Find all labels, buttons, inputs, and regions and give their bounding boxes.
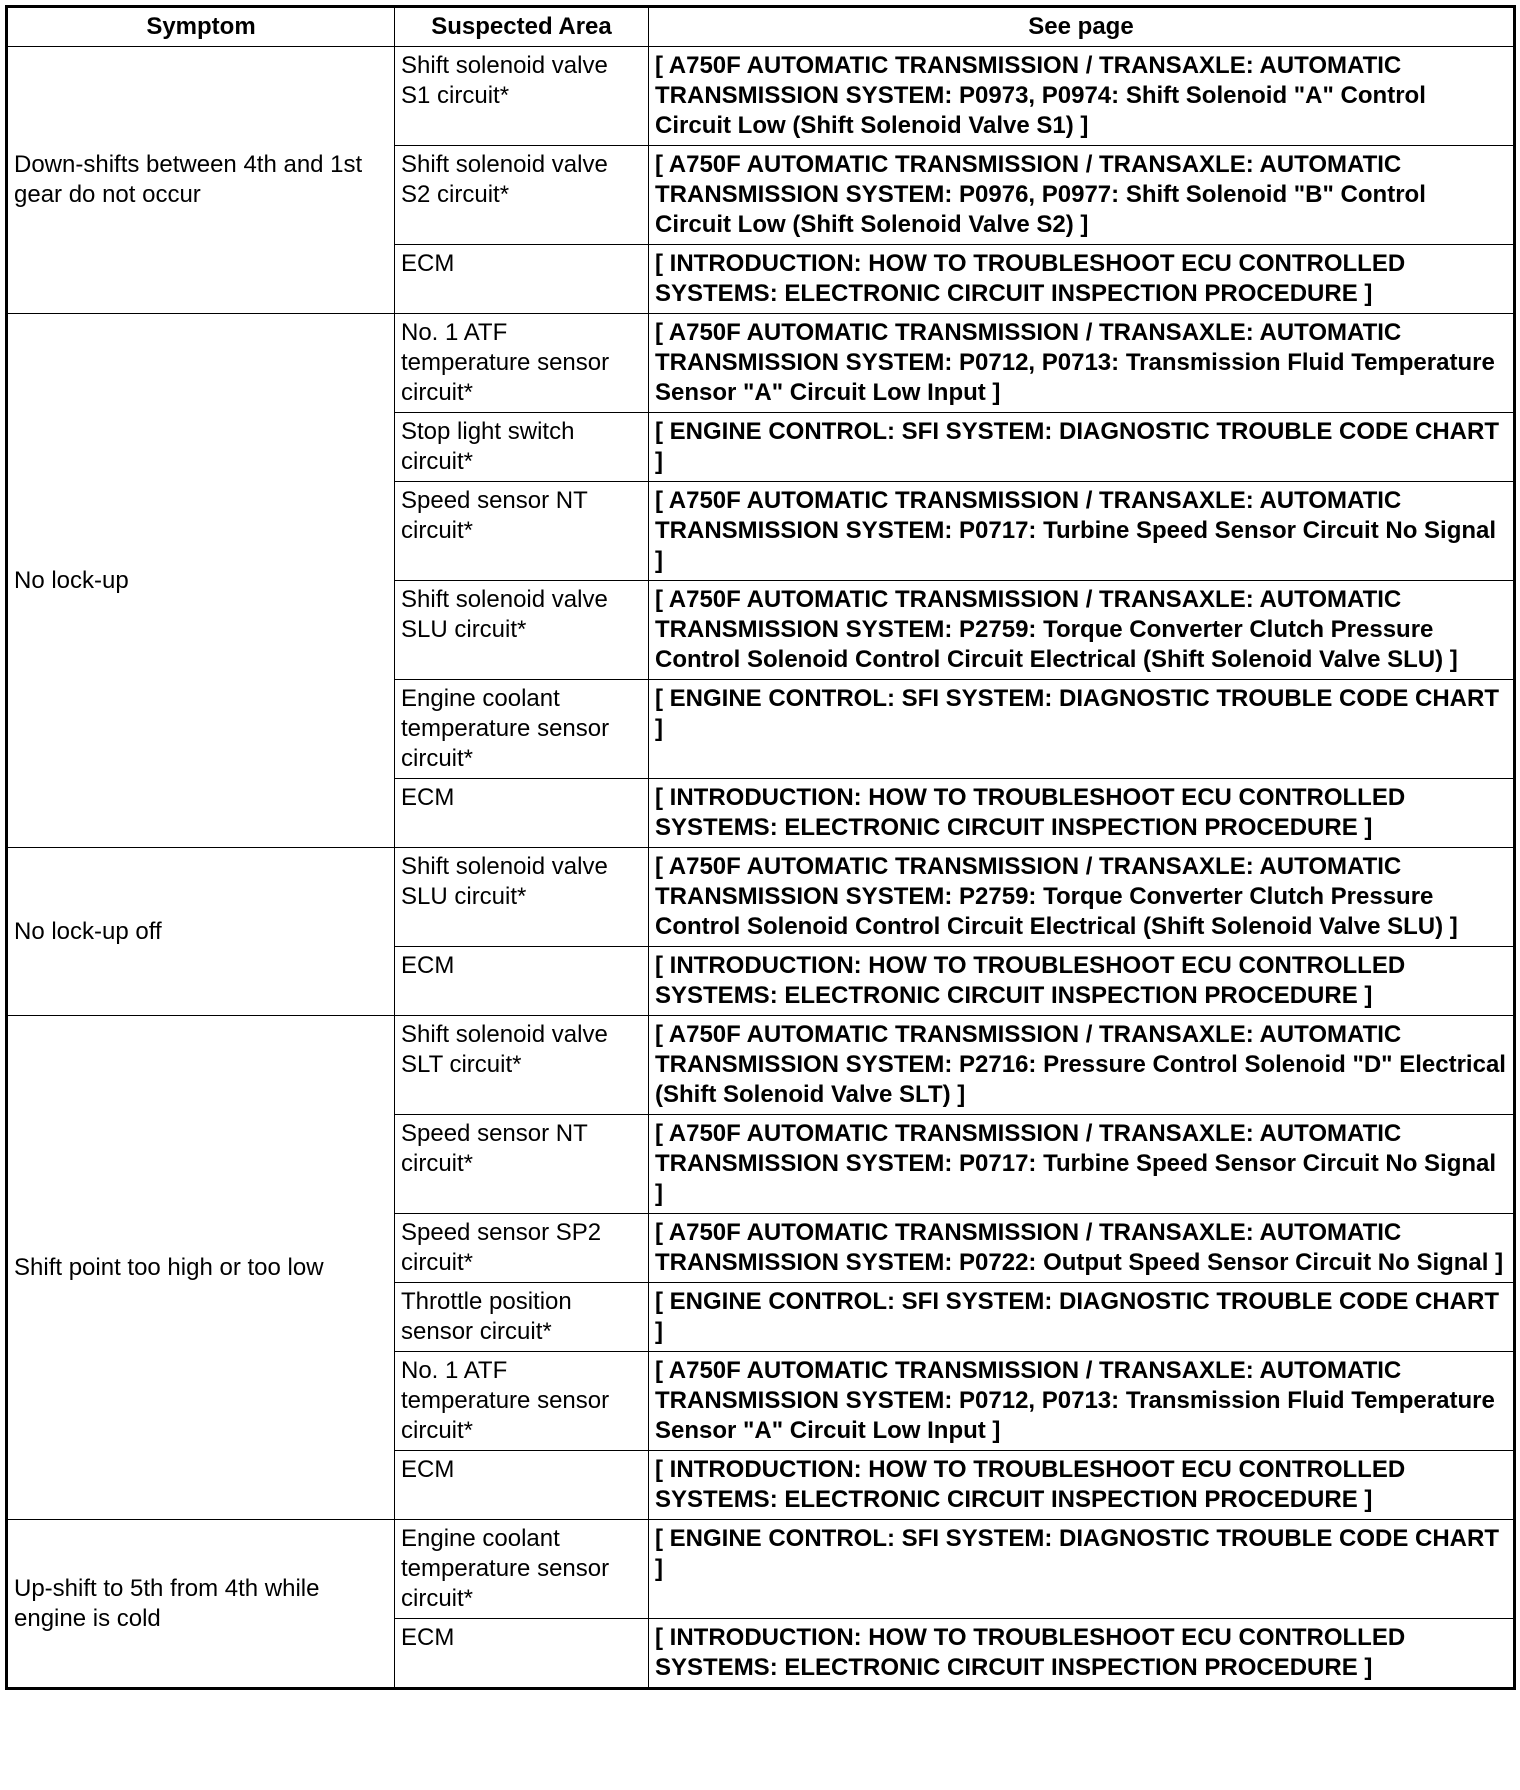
suspected-area-cell: ECM (395, 947, 649, 1016)
suspected-area-cell: No. 1 ATF temperature sensor circuit* (395, 1352, 649, 1451)
suspected-area-cell: Throttle position sensor circuit* (395, 1283, 649, 1352)
symptom-cell: No lock-up (7, 314, 395, 848)
suspected-area-cell: Speed sensor NT circuit* (395, 1115, 649, 1214)
table-row (7, 1016, 1515, 1115)
see-page-cell: [ A750F AUTOMATIC TRANSMISSION / TRANSAXLE: AUTOMATIC TRANSMISSION SYSTEM: P0717: Turbine Speed Sensor Circuit No Signal ] (649, 1115, 1515, 1214)
see-page-cell: [ INTRODUCTION: HOW TO TROUBLESHOOT ECU CONTROLLED SYSTEMS: ELECTRONIC CIRCUIT INSPECTION PROCEDURE ] (649, 947, 1515, 1016)
see-page-cell: [ INTRODUCTION: HOW TO TROUBLESHOOT ECU CONTROLLED SYSTEMS: ELECTRONIC CIRCUIT INSPECTION PROCEDURE ] (649, 779, 1515, 848)
see-page-cell: [ A750F AUTOMATIC TRANSMISSION / TRANSAXLE: AUTOMATIC TRANSMISSION SYSTEM: P2759: Torque Converter Clutch Pressure Control Solenoid Control Circuit Electrical (Shift Solenoid Valve SLU) ] (649, 581, 1515, 680)
suspected-area-cell: Speed sensor SP2 circuit* (395, 1214, 649, 1283)
suspected-area-cell: Shift solenoid valve S1 circuit* (395, 47, 649, 146)
symptom-cell: Shift point too high or too low (7, 1016, 395, 1520)
see-page-cell: [ INTRODUCTION: HOW TO TROUBLESHOOT ECU CONTROLLED SYSTEMS: ELECTRONIC CIRCUIT INSPECTION PROCEDURE ] (649, 1619, 1515, 1689)
table-row (7, 1520, 1515, 1619)
table-row (7, 848, 1515, 947)
suspected-area-cell: ECM (395, 779, 649, 848)
suspected-area-cell: No. 1 ATF temperature sensor circuit* (395, 314, 649, 413)
see-page-cell: [ ENGINE CONTROL: SFI SYSTEM: DIAGNOSTIC TROUBLE CODE CHART ] (649, 1283, 1515, 1352)
see-page-cell: [ A750F AUTOMATIC TRANSMISSION / TRANSAXLE: AUTOMATIC TRANSMISSION SYSTEM: P0717: Turbine Speed Sensor Circuit No Signal ] (649, 482, 1515, 581)
symptom-cell: Up-shift to 5th from 4th while engine is cold (7, 1520, 395, 1689)
table-body (7, 47, 1515, 1689)
see-page-cell: [ A750F AUTOMATIC TRANSMISSION / TRANSAXLE: AUTOMATIC TRANSMISSION SYSTEM: P0976, P0977: Shift Solenoid "B" Control Circuit Low (Shift Solenoid Valve S2) ] (649, 146, 1515, 245)
see-page-cell: [ ENGINE CONTROL: SFI SYSTEM: DIAGNOSTIC TROUBLE CODE CHART ] (649, 1520, 1515, 1619)
see-page-cell: [ A750F AUTOMATIC TRANSMISSION / TRANSAXLE: AUTOMATIC TRANSMISSION SYSTEM: P0973, P0974: Shift Solenoid "A" Control Circuit Low (Shift Solenoid Valve S1) ] (649, 47, 1515, 146)
suspected-area-cell: ECM (395, 1451, 649, 1520)
header-suspected-area: Suspected Area (395, 7, 649, 47)
suspected-area-cell: Shift solenoid valve SLT circuit* (395, 1016, 649, 1115)
header-symptom: Symptom (7, 7, 395, 47)
table-row (7, 314, 1515, 413)
problem-symptoms-table (5, 5, 1516, 1690)
suspected-area-cell: Engine coolant temperature sensor circuit* (395, 1520, 649, 1619)
see-page-cell: [ A750F AUTOMATIC TRANSMISSION / TRANSAXLE: AUTOMATIC TRANSMISSION SYSTEM: P0712, P0713: Transmission Fluid Temperature Sensor "A" Circuit Low Input ] (649, 1352, 1515, 1451)
see-page-cell: [ ENGINE CONTROL: SFI SYSTEM: DIAGNOSTIC TROUBLE CODE CHART ] (649, 413, 1515, 482)
suspected-area-cell: Stop light switch circuit* (395, 413, 649, 482)
suspected-area-cell: Shift solenoid valve SLU circuit* (395, 581, 649, 680)
see-page-cell: [ A750F AUTOMATIC TRANSMISSION / TRANSAXLE: AUTOMATIC TRANSMISSION SYSTEM: P0722: Output Speed Sensor Circuit No Signal ] (649, 1214, 1515, 1283)
see-page-cell: [ A750F AUTOMATIC TRANSMISSION / TRANSAXLE: AUTOMATIC TRANSMISSION SYSTEM: P2759: Torque Converter Clutch Pressure Control Solenoid Control Circuit Electrical (Shift Solenoid Valve SLU) ] (649, 848, 1515, 947)
symptom-cell: No lock-up off (7, 848, 395, 1016)
header-see-page: See page (649, 7, 1515, 47)
see-page-cell: [ ENGINE CONTROL: SFI SYSTEM: DIAGNOSTIC TROUBLE CODE CHART ] (649, 680, 1515, 779)
table-row (7, 47, 1515, 146)
see-page-cell: [ INTRODUCTION: HOW TO TROUBLESHOOT ECU CONTROLLED SYSTEMS: ELECTRONIC CIRCUIT INSPECTION PROCEDURE ] (649, 245, 1515, 314)
see-page-cell: [ A750F AUTOMATIC TRANSMISSION / TRANSAXLE: AUTOMATIC TRANSMISSION SYSTEM: P0712, P0713: Transmission Fluid Temperature Sensor "A" Circuit Low Input ] (649, 314, 1515, 413)
see-page-cell: [ INTRODUCTION: HOW TO TROUBLESHOOT ECU CONTROLLED SYSTEMS: ELECTRONIC CIRCUIT INSPECTION PROCEDURE ] (649, 1451, 1515, 1520)
header-row (7, 7, 1515, 47)
document-page (5, 5, 1513, 1690)
suspected-area-cell: Engine coolant temperature sensor circuit* (395, 680, 649, 779)
symptom-cell: Down-shifts between 4th and 1st gear do not occur (7, 47, 395, 314)
suspected-area-cell: ECM (395, 245, 649, 314)
see-page-cell: [ A750F AUTOMATIC TRANSMISSION / TRANSAXLE: AUTOMATIC TRANSMISSION SYSTEM: P2716: Pressure Control Solenoid "D" Electrical (Shift Solenoid Valve SLT) ] (649, 1016, 1515, 1115)
suspected-area-cell: Speed sensor NT circuit* (395, 482, 649, 581)
suspected-area-cell: Shift solenoid valve S2 circuit* (395, 146, 649, 245)
suspected-area-cell: ECM (395, 1619, 649, 1689)
suspected-area-cell: Shift solenoid valve SLU circuit* (395, 848, 649, 947)
